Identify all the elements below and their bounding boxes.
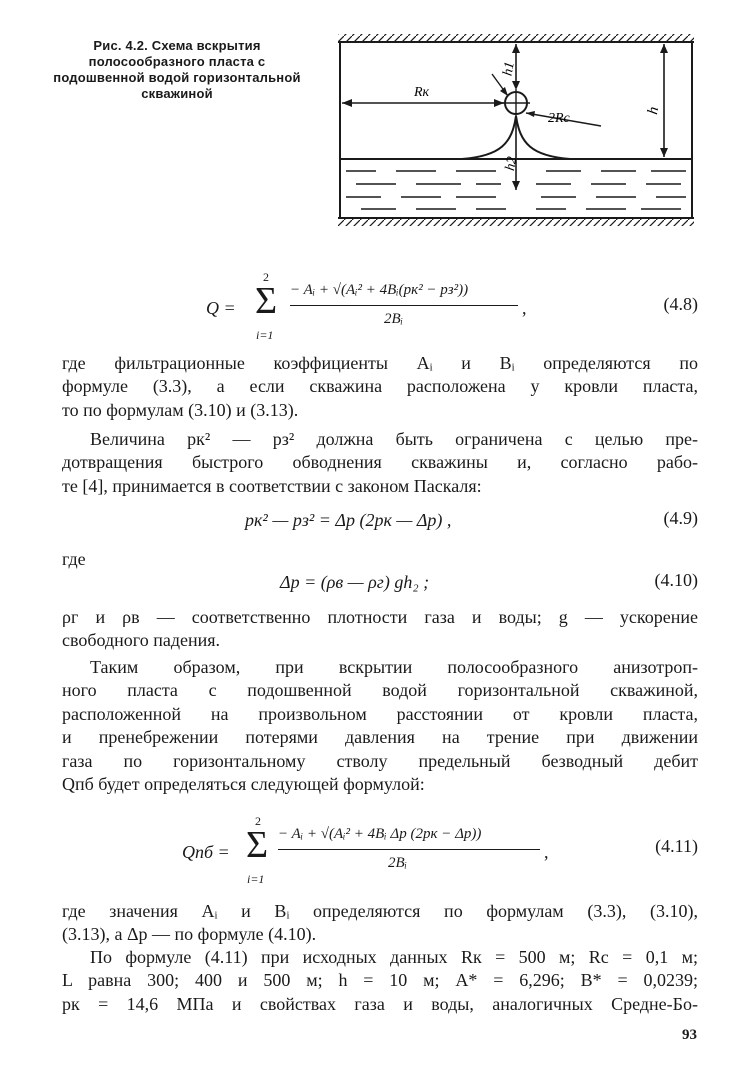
eq48-denominator: 2Bᵢ [384, 311, 404, 327]
p6-line-2: L равна 300; 400 и 500 м; h = 10 м; A* = 6,296; B* = 0,0239; [62, 970, 698, 991]
p6-line-1: По формуле (4.11) при исходных данных Rк = 500 м; Rс = 0,1 м; [90, 947, 698, 967]
label-h: h [645, 105, 663, 116]
top-boundary-hatch [338, 34, 694, 42]
eq411-numerator: − Aᵢ + √(Aᵢ² + 4Bᵢ Δp (2pк − Δp)) [278, 826, 482, 842]
figure-caption: Рис. 4.2. Схема вскрытия полосообразного пласта с подошвенной водой горизонтальной скважиной [53, 38, 301, 101]
p3-line-1: ρг и ρв — соответственно плотности газа и воды; g — ускорение [62, 607, 698, 627]
p4-line-2: ного пласта с подошвенной водой горизонтальной скважиной, [62, 680, 698, 701]
eq410-expr: Δp = (ρв — ρг) gh₂ ; [280, 572, 430, 592]
eq411-sum-bottom: i=1 [247, 872, 265, 886]
p4-line-1: Таким образом, при вскрытии полосообразного анизотроп- [90, 657, 698, 677]
gde-text: где [62, 549, 86, 569]
eq48-sum-bottom: i=1 [256, 328, 274, 342]
eq411-sum-top: 2 [255, 814, 261, 828]
paragraph-1 [62, 352, 698, 422]
eq49-expr: pк² — pз² = Δp (2pк — Δp) , [245, 510, 452, 530]
p6-line-3: pк = 14,6 МПа и свойствах газа и воды, аналогичных Средне-Бо- [62, 993, 698, 1014]
paragraph-3 [62, 606, 698, 653]
p4-line-3: расположенной на произвольном расстоянии от кровли пласта, [62, 703, 698, 724]
eq48-lhs: Q = [206, 298, 236, 318]
eq48-numerator: − Aᵢ + √(Aᵢ² + 4Bᵢ(pк² − pз²)) [290, 282, 469, 298]
label-rk: Rк [414, 85, 430, 100]
p5-line-1: где значения Aᵢ и Bᵢ определяются по формулам (3.3), (3.10), [62, 901, 698, 921]
p1-line-2: формуле (3.3), а если скважина расположена у кровли пласта, [62, 376, 698, 397]
eq411-denominator: 2Bᵢ [388, 855, 408, 871]
equation-4-10 [280, 570, 698, 600]
eq411-trail: , [544, 842, 549, 862]
bottom-boundary-hatch [338, 218, 694, 226]
p4-line-6: Qпб будет определяться следующей формулой: [62, 774, 425, 795]
eq411-lhs: Qпб = [182, 842, 230, 862]
eq48-sum-sign: Σ [255, 280, 278, 322]
equation-4-11 [182, 812, 698, 894]
p3-line-2: свободного падения. [62, 630, 221, 651]
equation-4-9 [245, 508, 698, 538]
eq48-trail: , [522, 298, 527, 318]
p2-line-3: те [4], принимается в соответствии с законом Паскаля: [62, 475, 482, 496]
equation-4-8 [206, 268, 698, 348]
eq411-number: (4.11) [655, 836, 698, 856]
well-schematic-figure [336, 28, 696, 238]
p2-line-2: дотвращения быстрого обводнения скважины и, согласно рабо- [62, 452, 698, 473]
eq410-number: (4.10) [654, 570, 698, 590]
paragraph-2 [62, 428, 698, 498]
p1-line-3: то по формулам (3.10) и (3.13). [62, 399, 299, 420]
gde-line [62, 548, 698, 571]
eq411-sum-sign: Σ [246, 824, 269, 866]
eq49-number: (4.9) [663, 508, 698, 528]
paragraph-4 [62, 656, 698, 796]
eq411-fraction-bar [278, 849, 540, 850]
eq48-sum-top: 2 [263, 270, 269, 284]
label-rc: 2Rс [548, 111, 570, 126]
eq48-fraction-bar [290, 305, 518, 306]
p1-line-1: где фильтрационные коэффициенты Aᵢ и Bᵢ определяются по [62, 353, 698, 373]
p5-line-2: (3.13), а Δp — по формуле (4.10). [62, 924, 317, 945]
p4-line-5: газа по горизонтальному стволу предельный безводный дебит [62, 750, 698, 771]
p4-line-4: и пренебрежении потерями давления на трение при движении [62, 727, 698, 748]
p2-line-1: Величина pк² — pз² должна быть ограничена с целью пре- [90, 429, 698, 449]
paragraph-5 [62, 900, 698, 947]
page-number: 93 [682, 1027, 697, 1043]
label-h2: h2 [503, 155, 521, 173]
eq48-number: (4.8) [663, 294, 698, 314]
paragraph-6 [62, 946, 698, 1016]
label-h1: h1 [500, 60, 518, 78]
